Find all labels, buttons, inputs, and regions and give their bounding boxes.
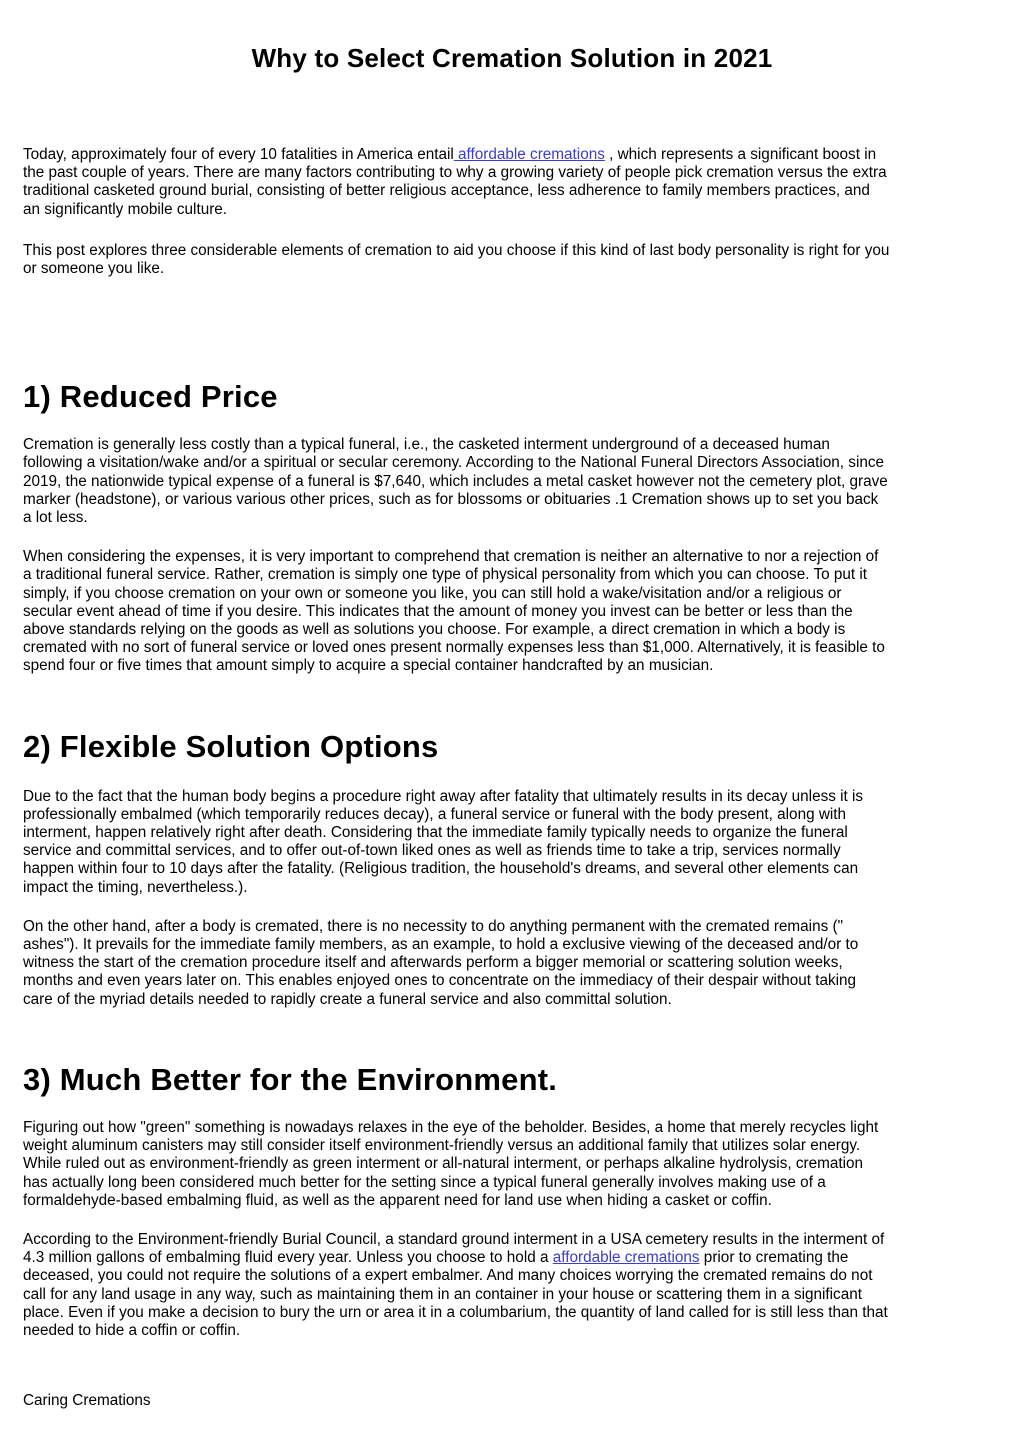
text-line: the past couple of years. There are many factors contributing to why a growing variety of people pick cremation versus the extra xyxy=(23,164,887,182)
text-line: marker (headstone), or various various other prices, such as for blossoms or obituaries .1 Cremation shows up to set you back xyxy=(23,490,879,508)
text-line: happen within four to 10 days after the fatality. (Religious tradition, the household's dreams, and several other elements can xyxy=(23,860,859,878)
text-line: interment, happen relatively right after death. Considering that the immediate family typically needs to organize the funeral xyxy=(23,824,848,842)
paragraph xyxy=(23,1119,1006,1210)
footer-brand: Caring Cremations xyxy=(23,1392,151,1410)
section-heading: 2) Flexible Solution Options xyxy=(23,728,439,764)
text-line: deceased, you could not require the solutions of a expert embalmer. And many choices worrying the cremated remains do not xyxy=(23,1267,873,1285)
text-line: a traditional funeral service. Rather, cremation is simply one type of physical personality from which you can choose. To put it xyxy=(23,566,868,584)
text-line: months and even years later on. This enables enjoyed ones to concentrate on the immediacy of their despair without taking xyxy=(23,972,857,990)
document-title: Why to Select Cremation Solution in 2021 xyxy=(251,43,773,73)
text-line: simply, if you choose cremation on your own or someone you like, you can still hold a wake/visitation and/or a religious or xyxy=(23,584,842,602)
document-content xyxy=(0,146,1024,1410)
text-line: needed to hide a coffin or coffin. xyxy=(23,1321,241,1339)
text-line: When considering the expenses, it is very important to comprehend that cremation is neither an alternative to nor a rejection of xyxy=(23,548,879,566)
text-line: Figuring out how "green" something is nowadays relaxes in the eye of the beholder. Besides, a home that merely recycles light xyxy=(23,1118,879,1136)
document-blocks xyxy=(23,146,1006,1340)
text-line: care of the myriad details needed to rapidly create a funeral service and also committal solution. xyxy=(23,990,672,1008)
paragraph xyxy=(23,548,1006,675)
text-line: spend four or five times that amount simply to acquire a special container handcrafted by an musician. xyxy=(23,657,714,675)
text-line: According to the Environment-friendly Burial Council, a standard ground interment in a USA cemetery results in the interment of xyxy=(23,1230,885,1248)
text-line: formaldehyde-based embalming fluid, as well as the apparent need for land use when hiding a casket or coffin. xyxy=(23,1191,772,1209)
text-line: 2019, the nationwide typical expense of a funeral is $7,640, which includes a metal casket however not the cemetery plot, grave xyxy=(23,472,888,490)
text-line: Due to the fact that the human body begins a procedure right away after fatality that ultimately results in its decay unless it is xyxy=(23,787,864,805)
text-line: call for any land usage in any way, such as maintaining them in an container in your house or scattering them in a significant xyxy=(23,1285,862,1303)
text-line: a lot less. xyxy=(23,509,88,527)
text-line: On the other hand, after a body is cremated, there is no necessity to do anything permanent with the cremated remains (" xyxy=(23,917,844,935)
affordable-cremations-link[interactable]: affordable cremations xyxy=(453,146,605,163)
paragraph xyxy=(23,146,1006,219)
text-line: has actually long been considered much better for the setting since a typical funeral generally involves making use of a xyxy=(23,1173,826,1191)
paragraph xyxy=(23,1231,1006,1340)
text-line: witness the start of the cremation procedure itself and afterwards perform a bigger memorial or scattering solution weeks, xyxy=(23,954,843,972)
text-line: place. Even if you make a decision to bury the urn or area it in a columbarium, the quantity of land called for is still less than that xyxy=(23,1303,888,1321)
text-line: impact the timing, nevertheless.). xyxy=(23,878,248,896)
text-line: service and committal services, and to offer out-of-town liked ones as well as friends time to take a trip, services normally xyxy=(23,842,841,860)
text-line: While ruled out as environment-friendly as green interment or all-natural interment, or perhaps alkaline hydrolysis, cremation xyxy=(23,1155,864,1173)
text-line: traditional casketed ground burial, consisting of better religious acceptance, less adherence to family members practices, and xyxy=(23,182,870,200)
section-heading: 1) Reduced Price xyxy=(23,379,278,415)
paragraph xyxy=(23,788,1006,897)
text-line: Cremation is generally less costly than a typical funeral, i.e., the casketed interment underground of a deceased human xyxy=(23,436,830,454)
text-line: secular event ahead of time if you desire. This indicates that the amount of money you invest can be better or less than the xyxy=(23,602,853,620)
text-line: This post explores three considerable elements of cremation to aid you choose if this kind of last body personality is right for you xyxy=(23,241,890,259)
text-line: or someone you like. xyxy=(23,260,165,278)
paragraph xyxy=(23,242,1006,278)
paragraph xyxy=(23,918,1006,1009)
text-line: Today, approximately four of every 10 fatalities in America entail affordable cremations , which represents a significant boost in xyxy=(23,146,877,163)
paragraph xyxy=(23,436,1006,527)
text-line: above standards relying on the goods as well as solutions you choose. For example, a direct cremation in which a body is xyxy=(23,621,846,639)
text-line: 4.3 million gallons of embalming fluid every year. Unless you choose to hold a affordable cremations prior to cremating the xyxy=(23,1249,849,1267)
section-heading: 3) Much Better for the Environment. xyxy=(23,1061,558,1097)
text-line: following a visitation/wake and/or a spiritual or secular ceremony. According to the National Funeral Directors Association, since xyxy=(23,454,885,472)
affordable-cremations-link[interactable]: affordable cremations xyxy=(552,1249,700,1267)
text-line: cremated with no sort of funeral service or loved ones present normally expenses less than $1,000. Alternatively, it is feasible to xyxy=(23,639,885,657)
text-line: weight aluminum canisters may still consider itself environment-friendly versus an additional family that utilizes solar energy. xyxy=(23,1137,861,1155)
text-line: an significantly mobile culture. xyxy=(23,200,228,218)
text-line: ashes"). It prevails for the immediate family members, as an example, to hold a exclusive viewing of the deceased and/or to xyxy=(23,936,859,954)
text-line: professionally embalmed (which temporarily reduces decay), a funeral service or funeral with the body present, along with xyxy=(23,805,847,823)
